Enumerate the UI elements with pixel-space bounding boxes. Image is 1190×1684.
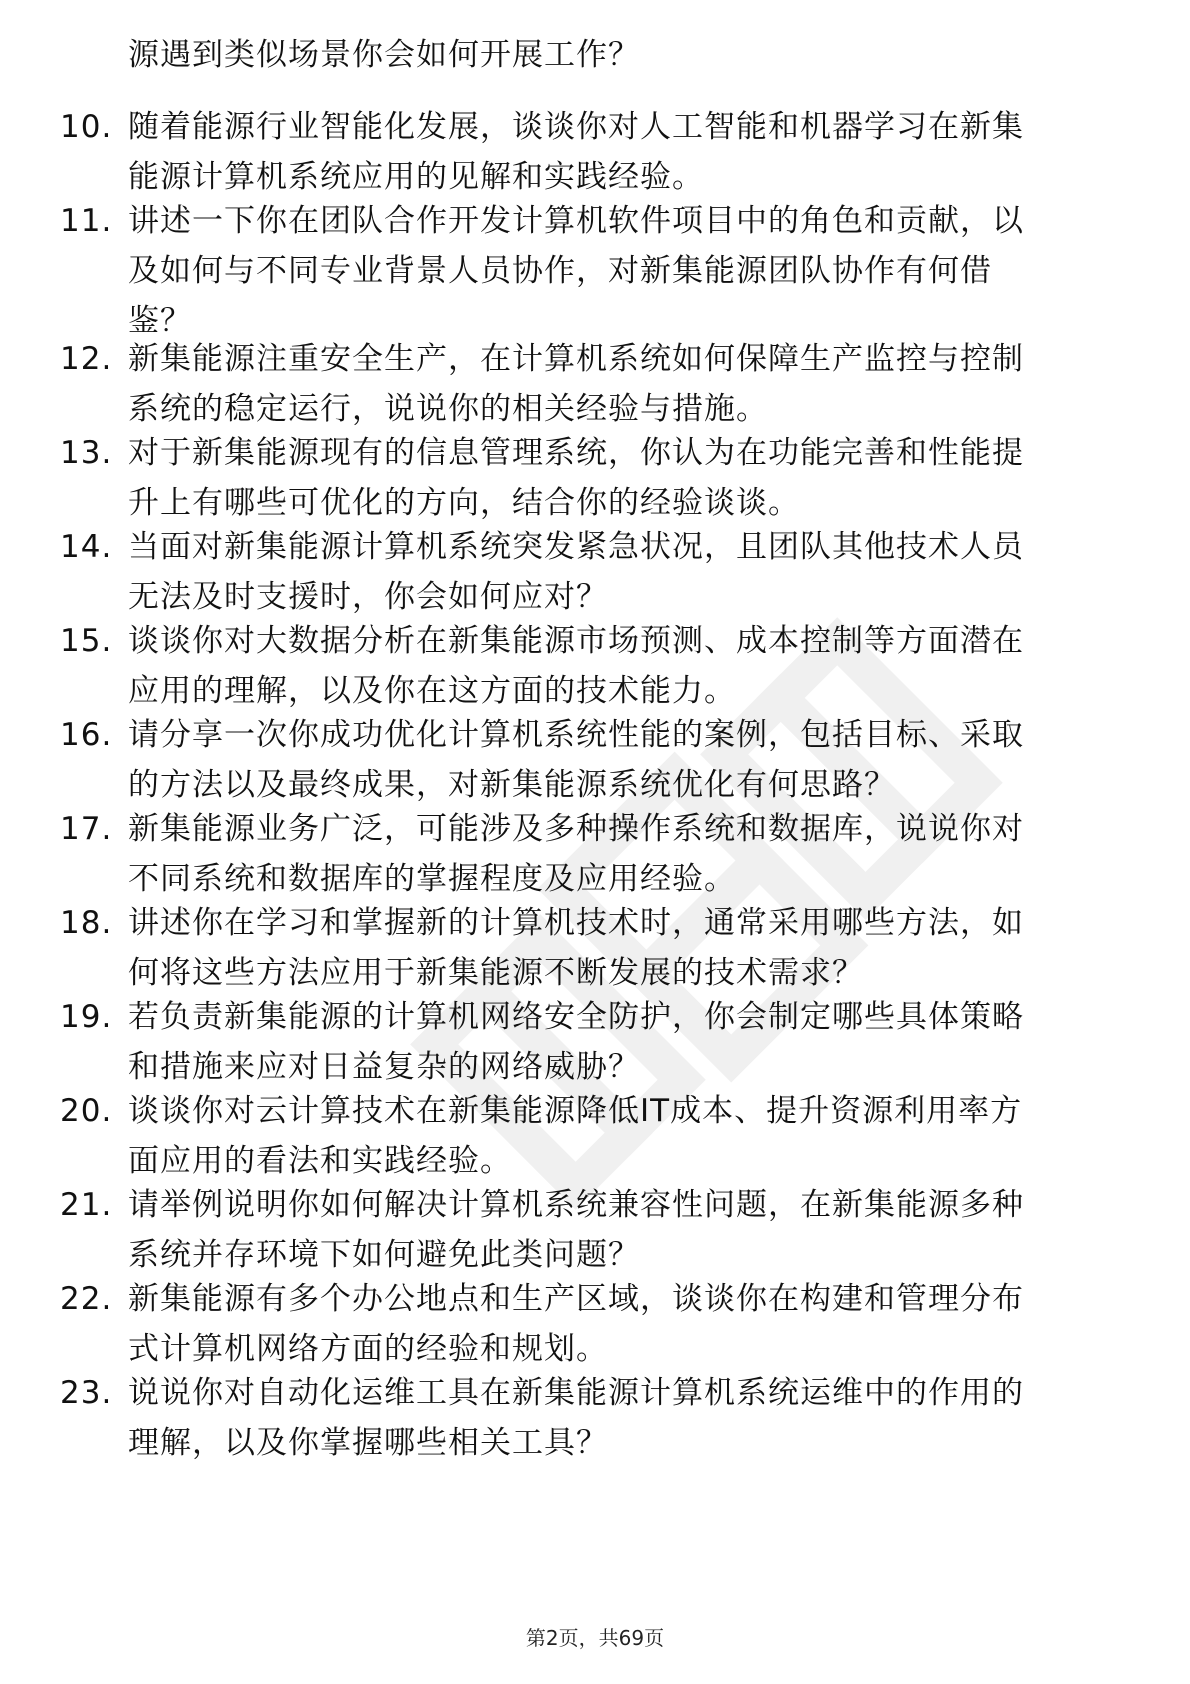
- item-text: 谈谈你对云计算技术在新集能源降低IT成本、提升资源利用率方 面应用的看法和实践经验。: [128, 1093, 1023, 1179]
- item-text: 请举例说明你如何解决计算机系统兼容性问题，在新集能源多种 系统并存环境下如何避免此类问题？: [128, 1187, 1024, 1273]
- item-text: 讲述一下你在团队合作开发计算机软件项目中的角色和贡献，以 及如何与不同专业背景人员协作，对新集能源团队协作有何借 鉴？: [128, 203, 1024, 339]
- item-number: 14.: [60, 529, 113, 565]
- item-text: 随着能源行业智能化发展，谈谈你对人工智能和机器学习在新集 能源计算机系统应用的见解和实践经验。: [128, 109, 1024, 195]
- item-text: 若负责新集能源的计算机网络安全防护，你会制定哪些具体策略 和措施来应对日益复杂的网络威胁？: [128, 999, 1024, 1085]
- item-number: 17.: [60, 811, 113, 847]
- item-number: 18.: [60, 905, 113, 941]
- item-number: 19.: [60, 999, 113, 1035]
- item-number: 20.: [60, 1093, 113, 1129]
- item-text: 新集能源注重安全生产，在计算机系统如何保障生产监控与控制 系统的稳定运行，说说你的相关经验与措施。: [128, 341, 1024, 427]
- item-number: 13.: [60, 435, 113, 471]
- item-text: 对于新集能源现有的信息管理系统，你认为在功能完善和性能提 升上有哪些可优化的方向，结合你的经验谈谈。: [128, 435, 1024, 521]
- item-text: 新集能源有多个办公地点和生产区域，谈谈你在构建和管理分布 式计算机网络方面的经验和规划。: [128, 1281, 1024, 1367]
- item-number: 21.: [60, 1187, 113, 1223]
- item-text: 说说你对自动化运维工具在新集能源计算机系统运维中的作用的 理解，以及你掌握哪些相关工具？: [128, 1375, 1024, 1461]
- item-number: 16.: [60, 717, 113, 753]
- item-number: 15.: [60, 623, 113, 659]
- page-footer: 第2页，共69页: [525, 1626, 665, 1650]
- item-text: 讲述你在学习和掌握新的计算机技术时，通常采用哪些方法，如 何将这些方法应用于新集能源不断发展的技术需求？: [128, 905, 1024, 991]
- item-number: 12.: [60, 341, 113, 377]
- item-number: 10.: [60, 109, 113, 145]
- item-text: 源遇到类似场景你会如何开展工作？: [128, 37, 640, 73]
- item-number: 11.: [60, 203, 113, 239]
- item-text: 谈谈你对大数据分析在新集能源市场预测、成本控制等方面潜在 应用的理解，以及你在这方面的技术能力。: [128, 623, 1024, 709]
- item-text: 新集能源业务广泛，可能涉及多种操作系统和数据库，说说你对 不同系统和数据库的掌握程度及应用经验。: [128, 811, 1024, 897]
- item-number: 23.: [60, 1375, 113, 1411]
- item-text: 当面对新集能源计算机系统突发紧急状况，且团队其他技术人员 无法及时支援时，你会如何应对？: [128, 529, 1024, 615]
- item-number: 22.: [60, 1281, 113, 1317]
- item-text: 请分享一次你成功优化计算机系统性能的案例，包括目标、采取 的方法以及最终成果，对新集能源系统优化有何思路？: [128, 717, 1024, 803]
